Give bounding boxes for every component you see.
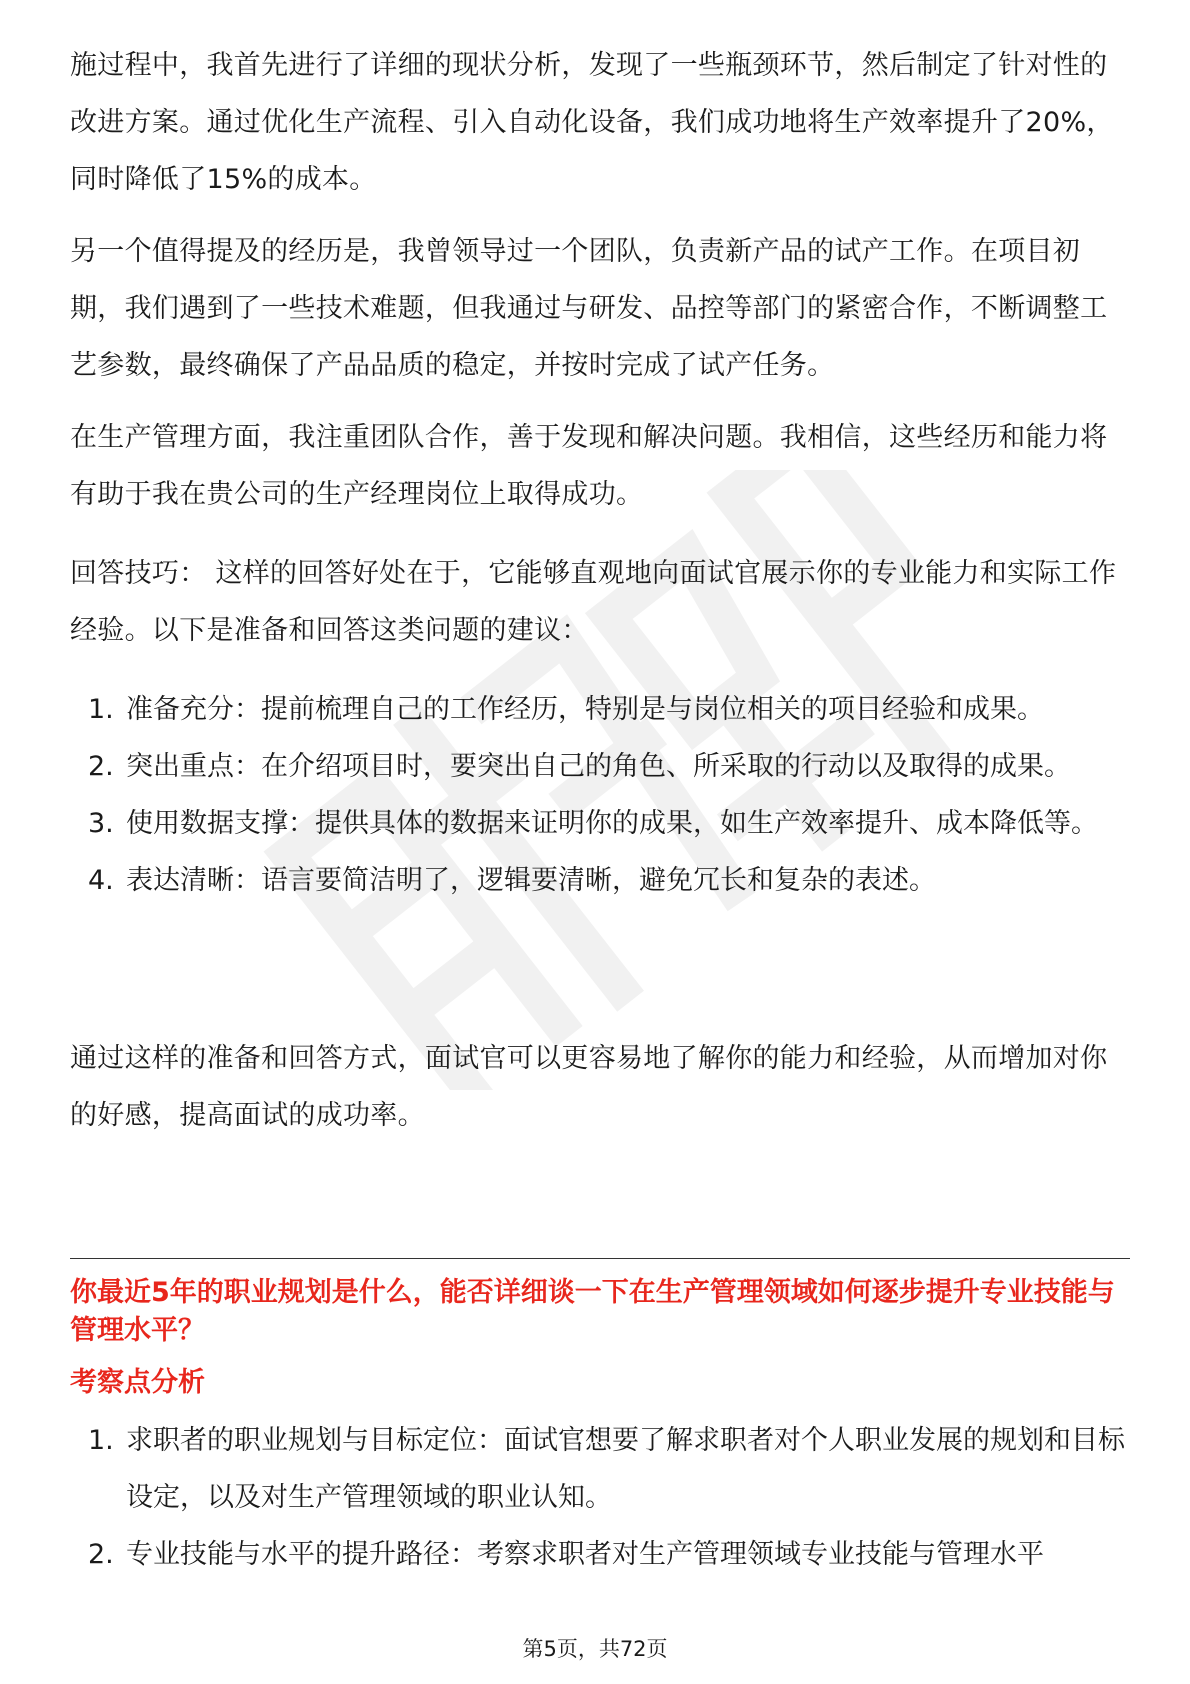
- page-footer: 第5页，共72页: [522, 1637, 668, 1661]
- analysis-list: [70, 1412, 1130, 1583]
- list-item: [70, 1412, 1130, 1526]
- list-item: [70, 1526, 1130, 1583]
- list-item-number: 2.: [88, 1539, 114, 1570]
- question-heading: 你最近5年的职业规划是什么，能否详细谈一下在生产管理领域如何逐步提升专业技能与管理水平？: [70, 1277, 1115, 1346]
- list-item-text: 表达清晰：语言要简洁明了，逻辑要清晰，避免冗长和复杂的表述。: [126, 865, 936, 896]
- section-divider: [70, 1258, 1130, 1259]
- list-item: [70, 852, 1130, 909]
- list-item-number: 1.: [88, 694, 114, 725]
- paragraph-trial-production: 另一个值得提及的经历是，我曾领导过一个团队，负责新产品的试产工作。在项目初期，我们遇到了一些技术难题，但我通过与研发、品控等部门的紧密合作，不断调整工艺参数，最终确保了产品品质的稳定，并按时完成了试产任务。: [70, 236, 1108, 381]
- list-item-text: 求职者的职业规划与目标定位：面试官想要了解求职者对个人职业发展的规划和目标设定，以及对生产管理领域的职业认知。: [126, 1425, 1125, 1513]
- list-item-text: 使用数据支撑：提供具体的数据来证明你的成果，如生产效率提升、成本降低等。: [126, 808, 1098, 839]
- list-item: [70, 795, 1130, 852]
- paragraph-conclusion: 通过这样的准备和回答方式，面试官可以更容易地了解你的能力和经验，从而增加对你的好感，提高面试的成功率。: [70, 1043, 1108, 1131]
- list-item-number: 2.: [88, 751, 114, 782]
- list-item-text: 专业技能与水平的提升路径：考察求职者对生产管理领域专业技能与管理水平: [126, 1539, 1044, 1570]
- list-item-number: 1.: [88, 1425, 114, 1456]
- list-item-text: 准备充分：提前梳理自己的工作经历，特别是与岗位相关的项目经验和成果。: [126, 694, 1044, 725]
- paragraph-answer-tips: 回答技巧： 这样的回答好处在于，它能够直观地向面试官展示你的专业能力和实际工作经验。以下是准备和回答这类问题的建议：: [70, 558, 1117, 646]
- analysis-subheading: 考察点分析: [70, 1367, 205, 1398]
- tips-list: [70, 681, 1130, 909]
- list-item-text: 突出重点：在介绍项目时，要突出自己的角色、所采取的行动以及取得的成果。: [126, 751, 1071, 782]
- list-item: [70, 681, 1130, 738]
- list-item-number: 3.: [88, 808, 114, 839]
- paragraph-implementation: 施过程中，我首先进行了详细的现状分析，发现了一些瓶颈环节，然后制定了针对性的改进方案。通过优化生产流程、引入自动化设备，我们成功地将生产效率提升了20%，同时降低了15%的成本。: [70, 50, 1114, 195]
- document-page: [70, 0, 1130, 1684]
- paragraph-summary: 在生产管理方面，我注重团队合作，善于发现和解决问题。我相信，这些经历和能力将有助于我在贵公司的生产经理岗位上取得成功。: [70, 422, 1108, 510]
- list-item-number: 4.: [88, 865, 114, 896]
- list-item: [70, 738, 1130, 795]
